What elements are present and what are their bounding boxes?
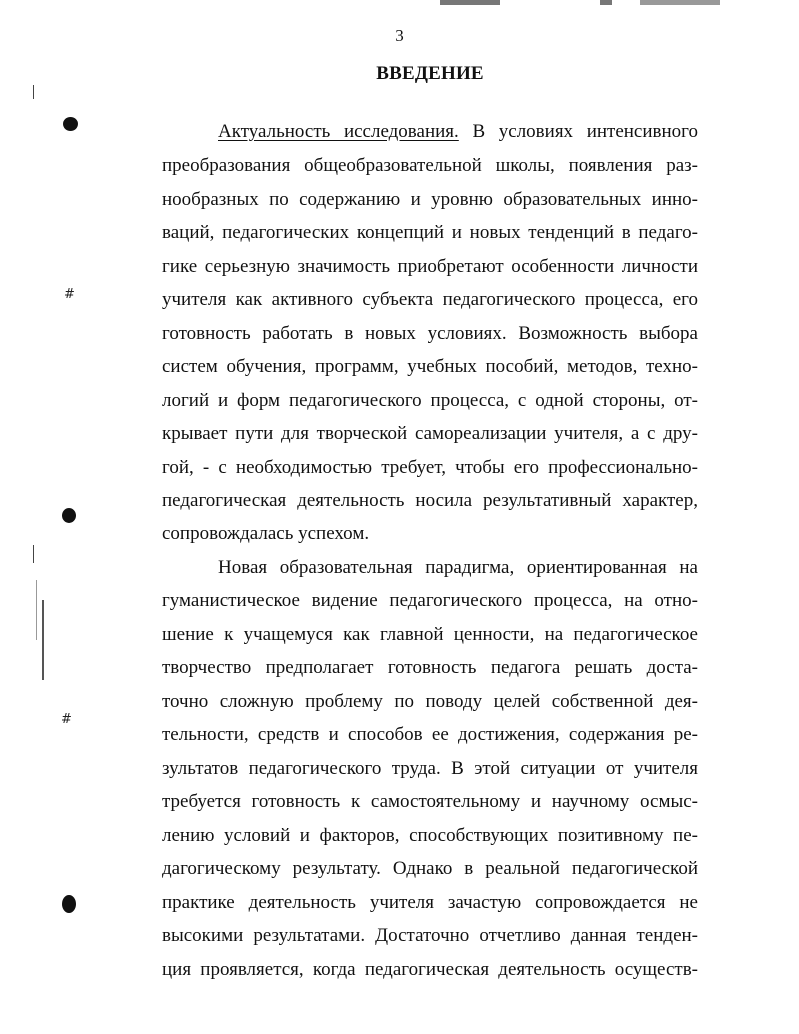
page-number: 3 [395,26,404,45]
text-line: зультатов педагогического труда. В этой ситуации от учителя [162,758,698,779]
text-line: гой, - с необходимостью требует, чтобы его профессионально- [162,457,698,478]
binding-hole-mark [62,895,76,913]
text-line: логий и форм педагогического процесса, с одной стороны, от- [162,390,698,411]
binding-hole-mark [63,117,78,131]
scan-artifact [600,0,612,5]
underlined-lead: Актуальность исследования. [218,121,459,142]
margin-mark: # [64,287,75,302]
paragraph-2-first-line: Новая образовательная парадигма, ориентированная на [218,557,698,578]
text-line: высокими результатами. Достаточно отчетливо данная тенден- [162,925,698,946]
text-line: требуется готовность к самостоятельному и научному осмыс- [162,791,698,812]
text-line: тельности, средств и способов ее достижения, содержания ре- [162,724,698,745]
text-line: крывает пути для творческой самореализации учителя, а с дру- [162,423,698,444]
text-line: учителя как активного субъекта педагогического процесса, его [162,289,698,310]
text-line: практике деятельность учителя зачастую сопровождается не [162,892,698,913]
scan-edge-mark [42,600,44,680]
text-line: систем обучения, программ, учебных пособий, методов, техно- [162,356,698,377]
scan-edge-mark [33,85,34,99]
text-line: лению условий и факторов, способствующих позитивному пе- [162,825,698,846]
margin-mark: # [61,712,72,727]
lead-text: В условиях интенсивного [458,121,698,142]
text-line: ваций, педагогических концепций и новых тенденций в педаго- [162,222,698,243]
text-line: нообразных по содержанию и уровню образовательных инно- [162,189,698,210]
section-heading: ВВЕДЕНИЕ [376,63,484,84]
scan-edge-mark [36,580,37,640]
text-line: гике серьезную значимость приобретают особенности личности [162,256,698,277]
text-line: шение к учащемуся как главной ценности, на педагогическое [162,624,698,645]
text-line: точно сложную проблему по поводу целей собственной дея- [162,691,698,712]
binding-hole-mark [62,508,76,523]
text-line: преобразования общеобразовательной школы, появления раз- [162,155,698,176]
text-line: гуманистическое видение педагогического процесса, на отно- [162,590,698,611]
text-line: педагогическая деятельность носила результативный характер, [162,490,698,511]
text-line: сопровождалась успехом. [162,523,370,544]
scan-artifact [440,0,500,5]
scan-artifact [640,0,720,5]
text-line: готовность работать в новых условиях. Возможность выбора [162,323,698,344]
text-line: творчество предполагает готовность педагога решать доста- [162,657,698,678]
scan-edge-mark [33,545,34,563]
text-line: дагогическому результату. Однако в реальной педагогической [162,858,698,879]
paragraph-1-first-line [218,120,698,144]
text-line: ция проявляется, когда педагогическая деятельность осуществ- [162,959,698,980]
